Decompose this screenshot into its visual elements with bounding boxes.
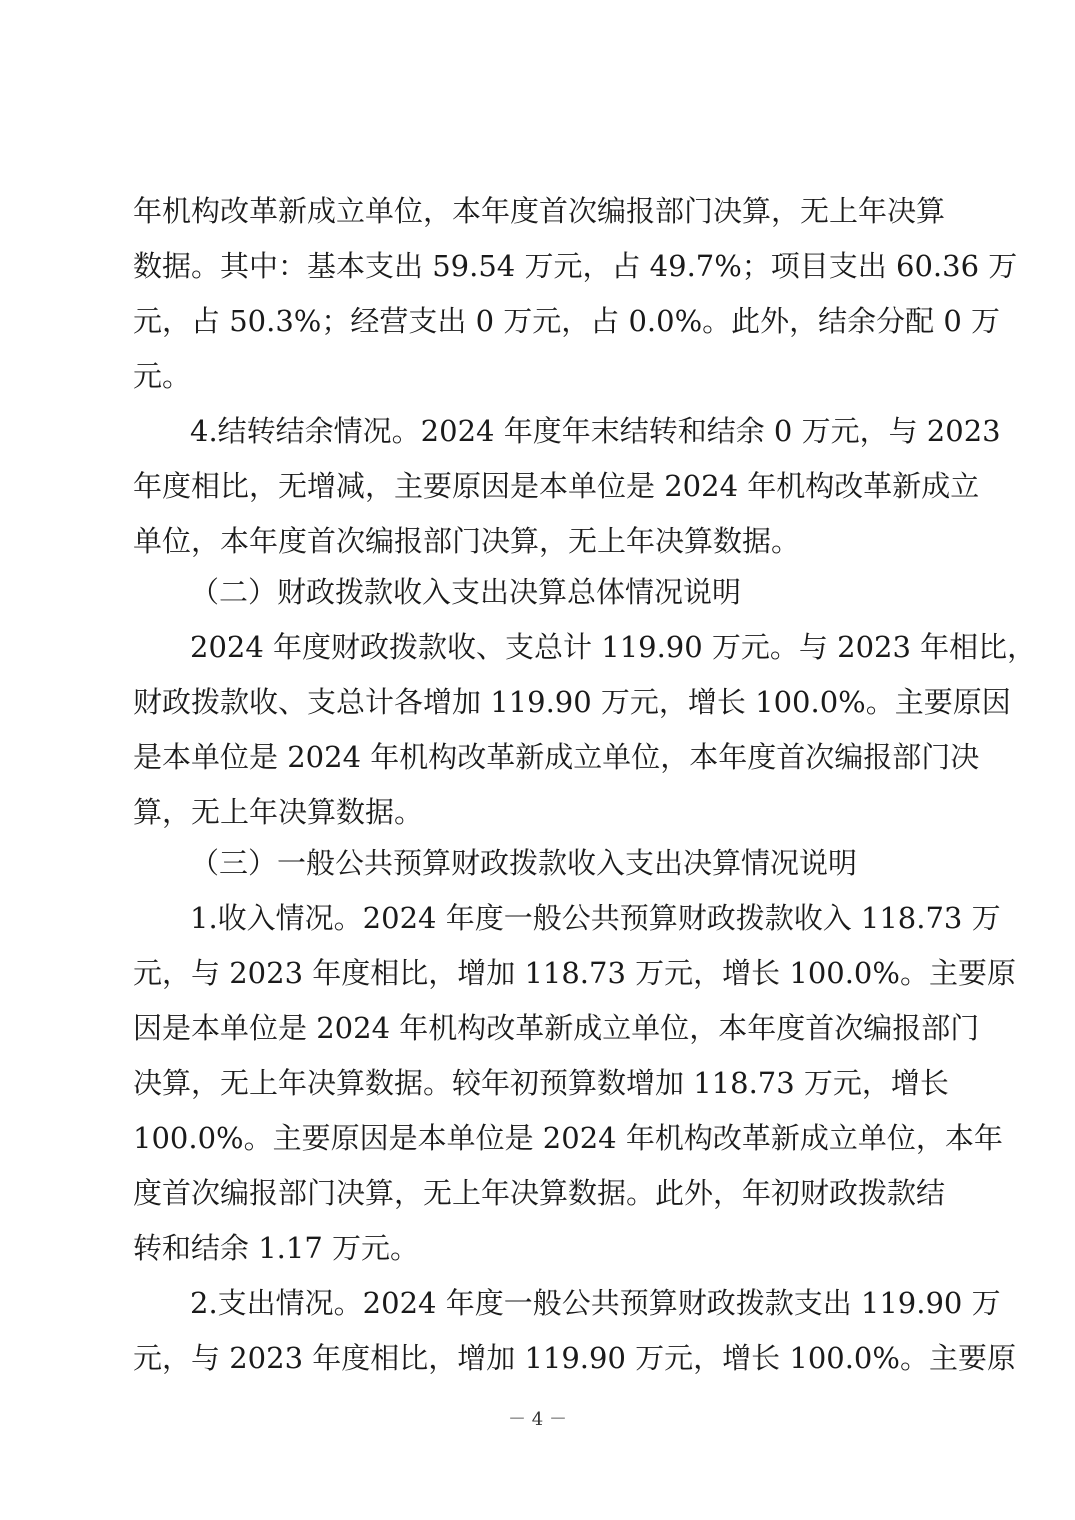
- body-text-line: 数据。其中：基本支出 59.54 万元，占 49.7%；项目支出 60.36 万: [133, 249, 1018, 283]
- body-text-line: 决算，无上年决算数据。较年初预算数增加 118.73 万元，增长: [133, 1066, 949, 1100]
- body-text-line: 元，占 50.3%；经营支出 0 万元，占 0.0%。此外，结余分配 0 万: [133, 304, 1001, 338]
- body-text-line: 度首次编报部门决算，无上年决算数据。此外，年初财政拨款结: [133, 1176, 946, 1210]
- body-text-line: 财政拨款收、支总计各增加 119.90 万元，增长 100.0%。主要原因: [133, 685, 1011, 719]
- paragraph-first-line: 2.支出情况。2024 年度一般公共预算财政拨款支出 119.90 万: [190, 1286, 1001, 1320]
- body-text-line: 因是本单位是 2024 年机构改革新成立单位，本年度首次编报部门: [133, 1011, 980, 1045]
- body-text-line: 转和结余 1.17 万元。: [133, 1231, 420, 1265]
- body-text-line: 年度相比，无增减，主要原因是本单位是 2024 年机构改革新成立: [133, 469, 980, 503]
- body-text-line: 元，与 2023 年度相比，增加 118.73 万元，增长 100.0%。主要原: [133, 956, 1016, 990]
- page-number: － 4 －: [508, 1409, 567, 1430]
- section-heading: （二）财政拨款收入支出决算总体情况说明: [190, 575, 742, 609]
- body-text-line: 单位，本年度首次编报部门决算，无上年决算数据。: [133, 524, 801, 558]
- paragraph-first-line: 4.结转结余情况。2024 年度年末结转和结余 0 万元，与 2023: [190, 414, 1001, 448]
- body-text-line: 元，与 2023 年度相比，增加 119.90 万元，增长 100.0%。主要原: [133, 1341, 1016, 1375]
- body-text-line: 元。: [133, 359, 192, 393]
- body-text-line: 年机构改革新成立单位，本年度首次编报部门决算，无上年决算: [133, 194, 946, 228]
- body-text-line: 算，无上年决算数据。: [133, 795, 424, 829]
- body-text-line: 100.0%。主要原因是本单位是 2024 年机构改革新成立单位，本年: [133, 1121, 1003, 1155]
- body-text-line: 是本单位是 2024 年机构改革新成立单位，本年度首次编报部门决: [133, 740, 980, 774]
- section-heading: （三）一般公共预算财政拨款收入支出决算情况说明: [190, 846, 858, 880]
- paragraph-first-line: 1.收入情况。2024 年度一般公共预算财政拨款收入 118.73 万: [190, 901, 1001, 935]
- paragraph-first-line: 2024 年度财政拨款收、支总计 119.90 万元。与 2023 年相比，: [190, 630, 1037, 664]
